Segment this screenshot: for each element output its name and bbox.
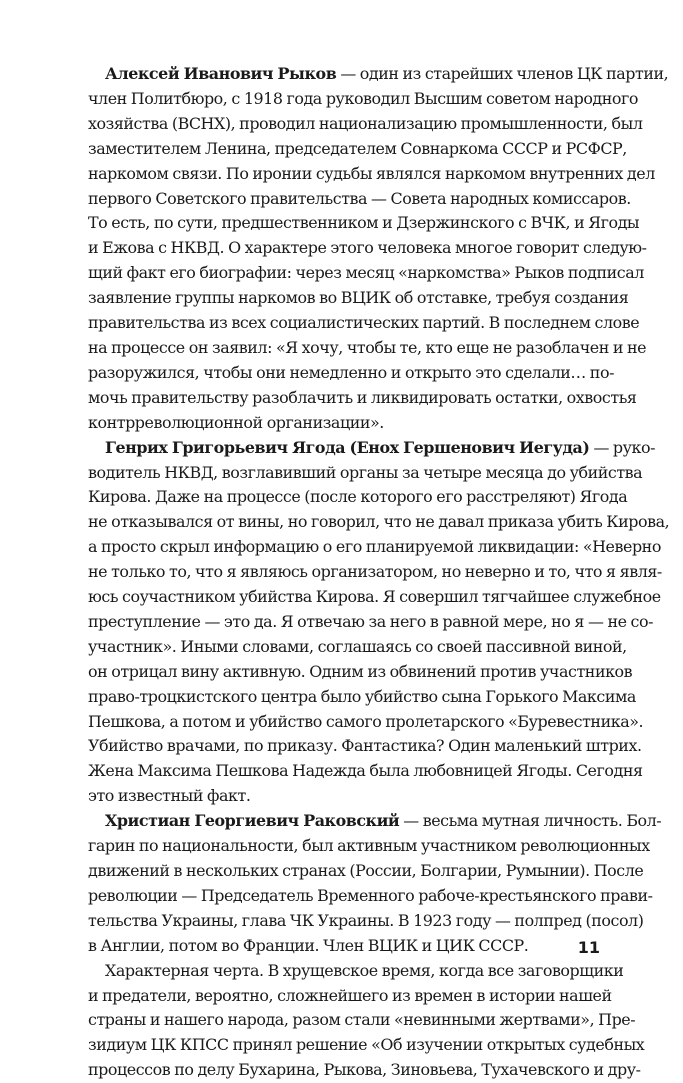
paragraph-rakovsky	[88, 809, 662, 958]
text-line: контрреволюционной организации».	[88, 412, 384, 432]
page-body-text	[88, 62, 670, 1083]
text-line: разоружился, чтобы они немедленно и открыто это сделали… по-	[88, 362, 614, 382]
text-line: революции — Председатель Временного рабоче-крестьянского прави-	[88, 885, 653, 905]
text-line: То есть, по сути, предшественником и Дзержинского с ВЧК, и Ягоды	[88, 213, 640, 233]
text-line: не только то, что я являюсь организатором, но неверно и то, что я явля-	[88, 562, 662, 582]
text-line: заявление группы наркомов во ВЦИК об отставке, требуя создания	[88, 288, 629, 308]
text-line: правительства из всех социалистических партий. В последнем слове	[88, 313, 640, 333]
text-line: наркомом связи. По иронии судьбы являлся наркомом внутренних дел	[88, 163, 655, 183]
text-line: процессов по делу Бухарина, Рыкова, Зиновьева, Тухачевского и дру-	[88, 1060, 641, 1080]
text-line: Убийство врачами, по приказу. Фантастика? Один маленький штрих.	[88, 736, 642, 756]
text-line: Алексей Иванович Рыков — один из старейших членов ЦК партии,	[105, 64, 669, 83]
text-line: преступление — это да. Я отвечаю за него в равной мере, но я — не со-	[88, 611, 654, 631]
text-line: зидиум ЦК КПСС принял решение «Об изучении открытых судебных	[88, 1035, 645, 1055]
text-line: участник». Иными словами, соглашаясь со своей пассивной виной,	[88, 636, 627, 656]
text-line: Жена Максима Пешкова Надежда была любовницей Ягоды. Сегодня	[88, 761, 643, 781]
text-line: хозяйства (ВСНХ), проводил национализацию промышленности, был	[88, 113, 643, 133]
text-line: движений в нескольких странах (России, Болгарии, Румынии). После	[88, 861, 644, 880]
text-line: заместителем Ленина, председателем Совнаркома СССР и РСФСР,	[88, 138, 627, 158]
text-line: право-троцкистского центра было убийство сына Горького Максима	[88, 686, 636, 706]
text-line: Характерная черта. В хрущевское время, когда все заговорщики	[105, 960, 624, 980]
text-line: в Англии, потом во Франции. Член ВЦИК и ЦИК СССР.	[88, 935, 529, 955]
text-line: Генрих Григорьевич Ягода (Енох Гершенович Иегуда) — руко-	[105, 437, 656, 457]
text-line: не отказывался от вины, но говорил, что не давал приказа убить Кирова,	[88, 512, 670, 532]
text-line: и Ежова с НКВД. О характере этого человека многое говорит следую-	[88, 238, 647, 258]
text-line: член Политбюро, с 1918 года руководил Высшим советом народного	[88, 88, 639, 108]
paragraph-characteristic-trait	[88, 959, 645, 1083]
text-line: Пешкова, а потом и убийство самого пролетарского «Буревестника».	[88, 711, 644, 731]
text-line: и предатели, вероятно, сложнейшего из времен в истории нашей	[88, 985, 612, 1005]
text-line: он отрицал вину активную. Одним из обвинений против участников	[88, 661, 633, 681]
text-line: страны и нашего народа, разом стали «невинными жертвами», Пре-	[88, 1010, 636, 1030]
text-line: это известный факт.	[88, 786, 251, 806]
text-line: на процессе он заявил: «Я хочу, чтобы те, кто еще не разоблачен и не	[88, 337, 647, 357]
text-line: тельства Украины, глава ЧК Украины. В 1923 году — полпред (посол)	[88, 910, 644, 930]
text-line: первого Советского правительства — Совета народных комиссаров.	[88, 188, 631, 208]
text-line: гарин по национальности, был активным участником революционных	[88, 836, 650, 856]
person-name: Генрих Григорьевич Ягода (Енох Гершенович Иегуда)	[105, 437, 590, 457]
paragraph-rykov	[88, 62, 669, 436]
text-line: Кирова. Даже на процессе (после которого его расстреляют) Ягода	[88, 487, 628, 507]
text-line: щий факт его биографии: через месяц «наркомства» Рыков подписал	[88, 263, 644, 283]
text-line: юсь соучастником убийства Кирова. Я совершил тягчайшее служебное	[88, 587, 661, 607]
text-line: водитель НКВД, возглавивший органы за четыре месяца до убийства	[88, 462, 643, 482]
text-line: а просто скрыл информацию о его планируемой ликвидации: «Неверно	[88, 537, 661, 557]
person-name: Христиан Георгиевич Раковский	[105, 811, 400, 831]
page-number: 11	[577, 938, 600, 957]
person-name: Алексей Иванович Рыков	[105, 64, 337, 83]
text-line: мочь правительству разоблачить и ликвидировать остатки, охвостья	[88, 387, 637, 407]
paragraph-yagoda	[88, 436, 670, 810]
text-line: Христиан Георгиевич Раковский — весьма мутная личность. Бол-	[105, 811, 662, 831]
